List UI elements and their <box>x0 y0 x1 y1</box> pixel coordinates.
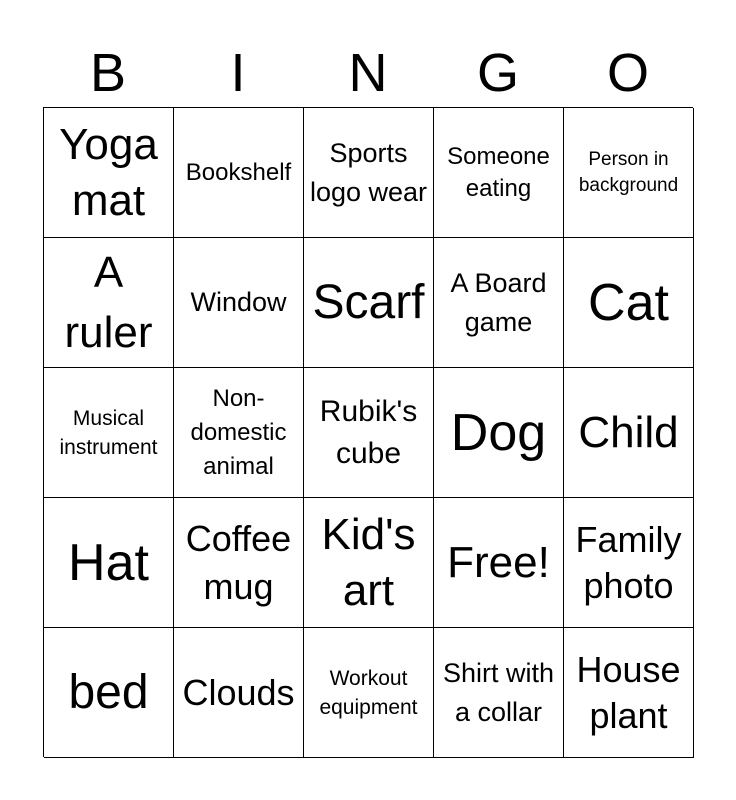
bingo-cell-label: Shirt with a collar <box>442 657 555 727</box>
bingo-cell[interactable] <box>304 108 434 238</box>
bingo-cell-label: Scarf <box>312 275 425 329</box>
bingo-cell-label: Musical instrument <box>59 406 158 459</box>
bingo-cell[interactable] <box>304 238 434 368</box>
bingo-cell-label: Kid's art <box>321 509 416 615</box>
bingo-cell-label: Free! <box>447 537 550 587</box>
bingo-cell[interactable] <box>564 238 694 368</box>
bingo-cell[interactable] <box>434 238 564 368</box>
bingo-cell-label: Rubik's cube <box>319 394 418 470</box>
bingo-cell-label: Sports logo wear <box>309 137 428 207</box>
bingo-cell-label: Hat <box>68 533 149 592</box>
bingo-cell[interactable] <box>434 368 564 498</box>
bingo-cell[interactable] <box>174 498 304 628</box>
bingo-cell-label: Family photo <box>575 518 682 606</box>
bingo-cell-label: Workout equipment <box>319 666 418 719</box>
bingo-cell[interactable] <box>44 498 174 628</box>
bingo-cell[interactable] <box>44 628 174 758</box>
bingo-cell-label: A Board game <box>450 267 547 337</box>
bingo-cell[interactable] <box>564 108 694 238</box>
bingo-cell-label: Non-domestic animal <box>190 384 287 480</box>
bingo-grid <box>43 107 693 757</box>
bingo-cell-label: Bookshelf <box>185 158 292 186</box>
bingo-cell[interactable] <box>44 108 174 238</box>
bingo-cell-label: Yoga mat <box>59 119 158 225</box>
bingo-cell-label: Person in background <box>578 148 679 196</box>
header-letter-b: B <box>89 43 127 103</box>
bingo-cell-label: Dog <box>450 403 547 462</box>
bingo-cell[interactable] <box>44 238 174 368</box>
bingo-header <box>43 40 693 106</box>
header-letter-o: O <box>606 43 649 103</box>
bingo-cell[interactable] <box>44 368 174 498</box>
bingo-cell[interactable] <box>564 628 694 758</box>
header-letter-g: G <box>476 43 519 103</box>
bingo-cell-label: A ruler <box>64 247 153 357</box>
bingo-cell[interactable] <box>564 368 694 498</box>
bingo-cell-label: Coffee mug <box>185 517 292 607</box>
bingo-cell[interactable] <box>174 108 304 238</box>
bingo-cell[interactable] <box>174 238 304 368</box>
header-letter-i: I <box>230 43 246 103</box>
bingo-cell-label: House plant <box>576 648 681 736</box>
bingo-cell-label: Clouds <box>182 671 295 713</box>
header-letter-n: N <box>348 43 388 103</box>
bingo-cell-label: bed <box>68 665 149 719</box>
bingo-cell-label: Window <box>190 287 287 317</box>
bingo-cell[interactable] <box>564 498 694 628</box>
bingo-cell[interactable] <box>304 368 434 498</box>
bingo-cell[interactable] <box>174 628 304 758</box>
bingo-cell[interactable] <box>434 628 564 758</box>
bingo-cell-label: Someone eating <box>447 142 550 202</box>
bingo-cell[interactable] <box>304 628 434 758</box>
bingo-cell[interactable] <box>434 498 564 628</box>
bingo-cell[interactable] <box>304 498 434 628</box>
bingo-cell[interactable] <box>174 368 304 498</box>
bingo-cell-label: Cat <box>588 273 669 332</box>
bingo-cell-label: Child <box>578 407 679 457</box>
bingo-cell[interactable] <box>434 108 564 238</box>
